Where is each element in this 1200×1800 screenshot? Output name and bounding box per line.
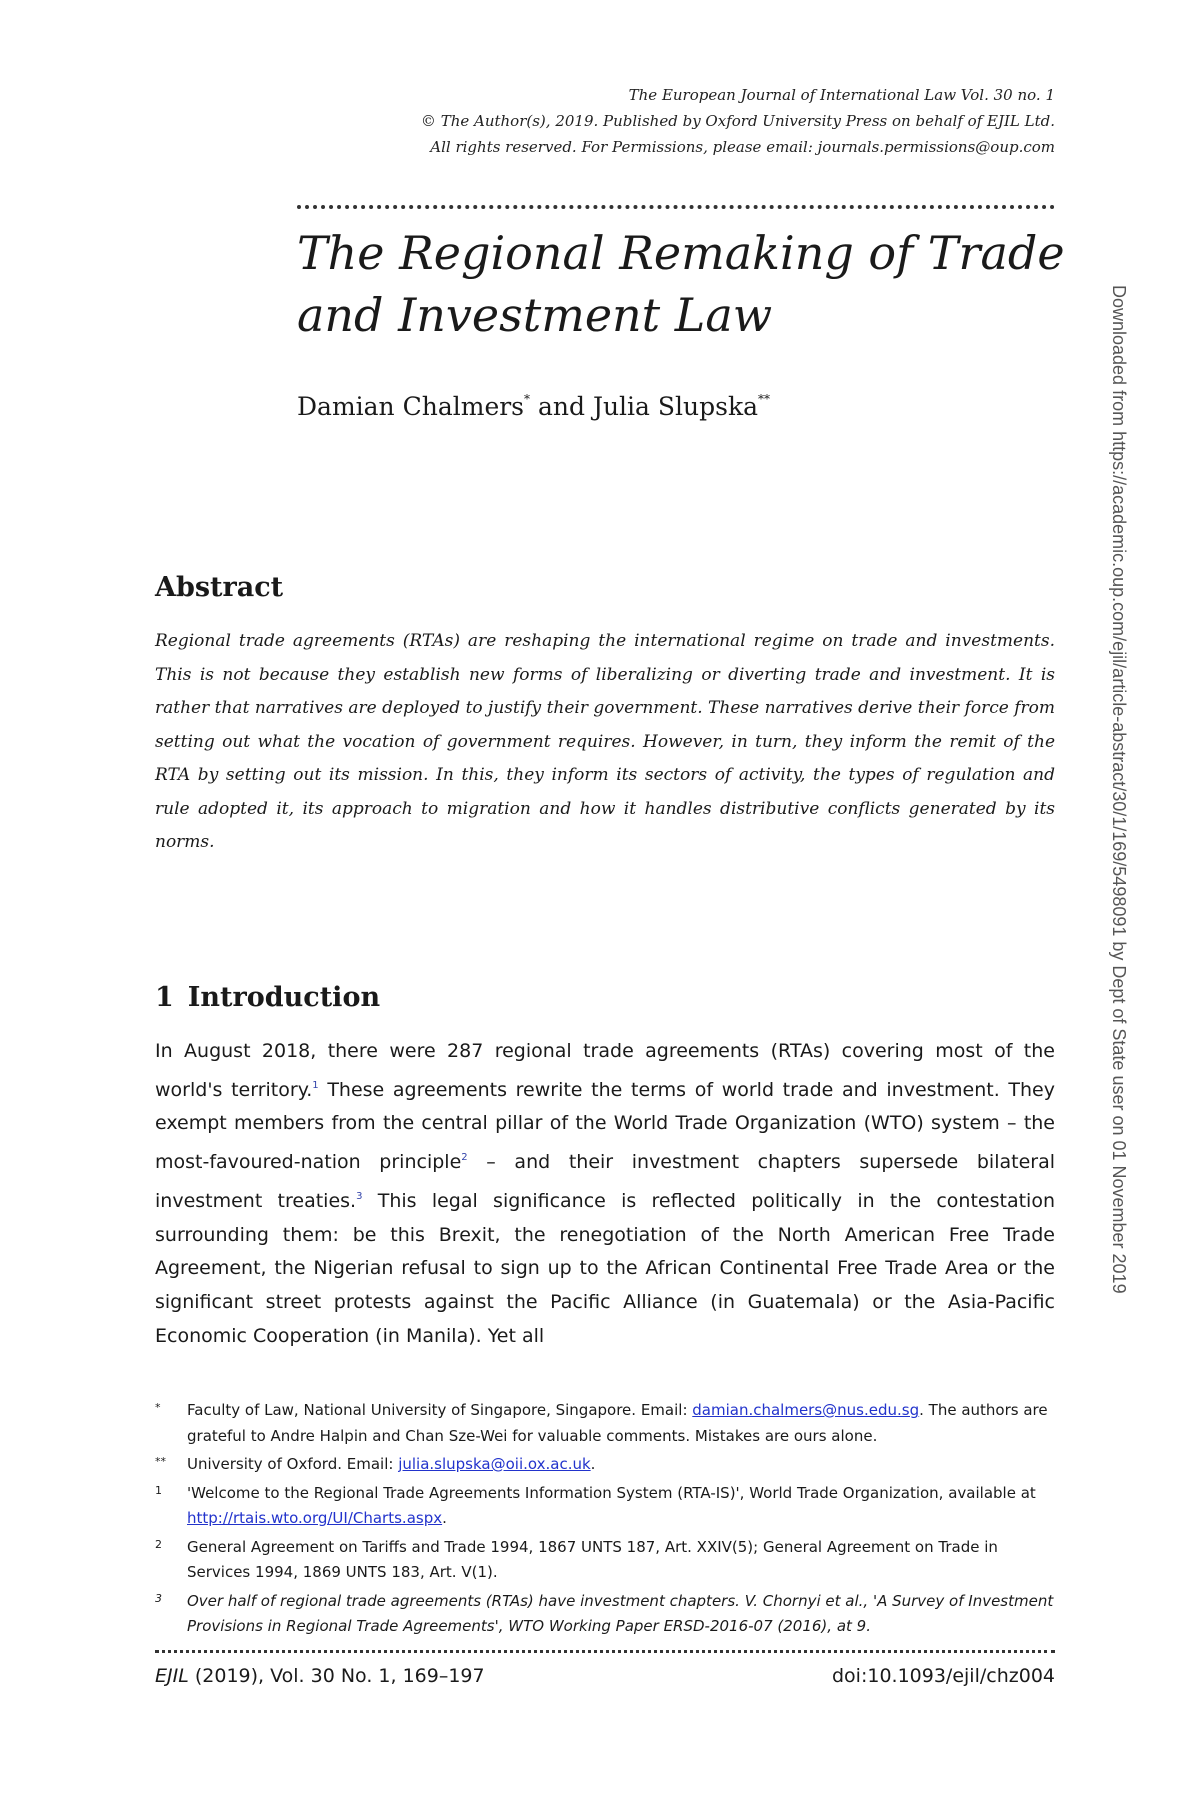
doi-footer[interactable]: doi:10.1093/ejil/chz004 (832, 1665, 1055, 1687)
footnote-mark: 1 (155, 1483, 162, 1497)
footnote (155, 1452, 1055, 1478)
article-title-line: and Investment Law (297, 288, 773, 342)
journal-header (235, 82, 1055, 160)
footnote (155, 1398, 1055, 1449)
footnote-text: . (590, 1455, 596, 1473)
journal-header-line: All rights reserved. For Permissions, please email: journals.permissions@oup.com (430, 138, 1055, 156)
footnote-text: . The authors are grateful to Andre Halpin and Chan Sze-Wei for valuable comments. Mistakes are ours alone. (187, 1401, 1048, 1445)
email-link[interactable]: damian.chalmers@nus.edu.sg (692, 1401, 920, 1419)
footnote-text: University of Oxford. Email: (187, 1455, 399, 1473)
journal-header-line: The European Journal of International Law Vol. 30 no. 1 (628, 86, 1055, 104)
author-affiliation-mark[interactable]: ** (758, 392, 771, 406)
footnote (155, 1589, 1055, 1640)
footnote-ref[interactable]: 1 (312, 1079, 319, 1091)
section-number: 1 (155, 982, 174, 1013)
footnote (155, 1535, 1055, 1586)
footnote-text: Faculty of Law, National University of Singapore, Singapore. Email: (187, 1401, 693, 1419)
author-conjunction: and (537, 392, 585, 421)
author-name: Julia Slupska (592, 392, 759, 421)
footnote-mark: 3 (155, 1591, 162, 1605)
introduction-body (155, 1035, 1055, 1353)
abstract-heading: Abstract (155, 572, 284, 603)
author-name: Damian Chalmers (297, 392, 525, 421)
citation-footer (155, 1665, 485, 1687)
footnote-text: General Agreement on Tariffs and Trade 1994, 1867 UNTS 187, Art. XXIV(5); General Agreement on Trade in Services 1994, 1869 UNTS 183, Art. V(1). (187, 1537, 998, 1581)
body-text: In August 2018, there were 287 regional trade agreements (RTAs) covering most of the world's territory. (155, 1040, 1055, 1101)
footnote-mark: 2 (155, 1537, 162, 1551)
article-title (297, 222, 1067, 346)
citation-text: (2019), Vol. 30 No. 1, 169–197 (188, 1665, 485, 1687)
email-link[interactable]: julia.slupska@oii.ox.ac.uk (398, 1455, 591, 1473)
footnote-mark: * (155, 1401, 161, 1414)
author-affiliation-mark[interactable]: * (524, 392, 531, 406)
abstract-body: Regional trade agreements (RTAs) are reshaping the international regime on trade and investments. This is not because they establish new forms of liberalizing or diverting trade and investment. It is rather that narratives are deployed to justify their government. These narratives derive their force from setting out what the vocation of government requires. However, in turn, they inform the remit of the RTA by setting out its mission. In this, they inform its sectors of activity, the types of regulation and rule adopted it, its approach to migration and how it handles distributive conflicts generated by its norms. (155, 631, 1055, 852)
footnote-text: 'Welcome to the Regional Trade Agreements Information System (RTA-IS)', World Trade Organization, available at (187, 1483, 1036, 1502)
author-line (297, 392, 770, 421)
introduction-heading (155, 982, 380, 1013)
download-watermark: Downloaded from https://academic.oup.com/ejil/article-abstract/30/1/169/5498091 by Dept of State user on 01 November 2019 (1109, 285, 1129, 1294)
footnote-ref[interactable]: 3 (356, 1190, 363, 1202)
footnote-text: Over half of regional trade agreements (RTAs) have investment chapters. V. Chornyi et al., 'A Survey of Investment Provisions in Regional Trade Agreements', WTO Working Paper ERSD-2016-07 (2016), at 9. (187, 1591, 1054, 1635)
url-link[interactable]: http://rtais.wto.org/UI/Charts.aspx (187, 1509, 443, 1527)
journal-abbrev: EJIL (155, 1665, 189, 1687)
section-title: Introduction (187, 982, 381, 1013)
body-text: These agreements rewrite the terms of world trade and investment. They exempt members from the central pillar of the World Trade Organization (WTO) system – the most-favoured-nation principle (155, 1078, 1055, 1174)
dotted-divider-bottom (155, 1650, 1055, 1653)
footnote-text: . (442, 1509, 447, 1527)
dotted-divider-top (297, 205, 1055, 209)
body-text: – and their investment chapters supersede bilateral investment treaties. (155, 1151, 1055, 1212)
footnote (155, 1481, 1055, 1532)
footnote-ref[interactable]: 2 (461, 1152, 468, 1164)
footnote-mark: ** (155, 1455, 166, 1468)
journal-header-line: © The Author(s), 2019. Published by Oxford University Press on behalf of EJIL Ltd. (420, 112, 1055, 130)
footnotes (155, 1398, 1055, 1643)
article-title-line: The Regional Remaking of Trade (297, 226, 1065, 280)
body-text: This legal significance is reflected politically in the contestation surrounding them: be this Brexit, the renegotiation of the North American Free Trade Agreement, the Nigerian refusal to sign up to the African Continental Free Trade Area or the significant street protests against the Pacific Alliance (in Guatemala) or the Asia-Pacific Economic Cooperation (in Manila). Yet all (155, 1189, 1055, 1347)
